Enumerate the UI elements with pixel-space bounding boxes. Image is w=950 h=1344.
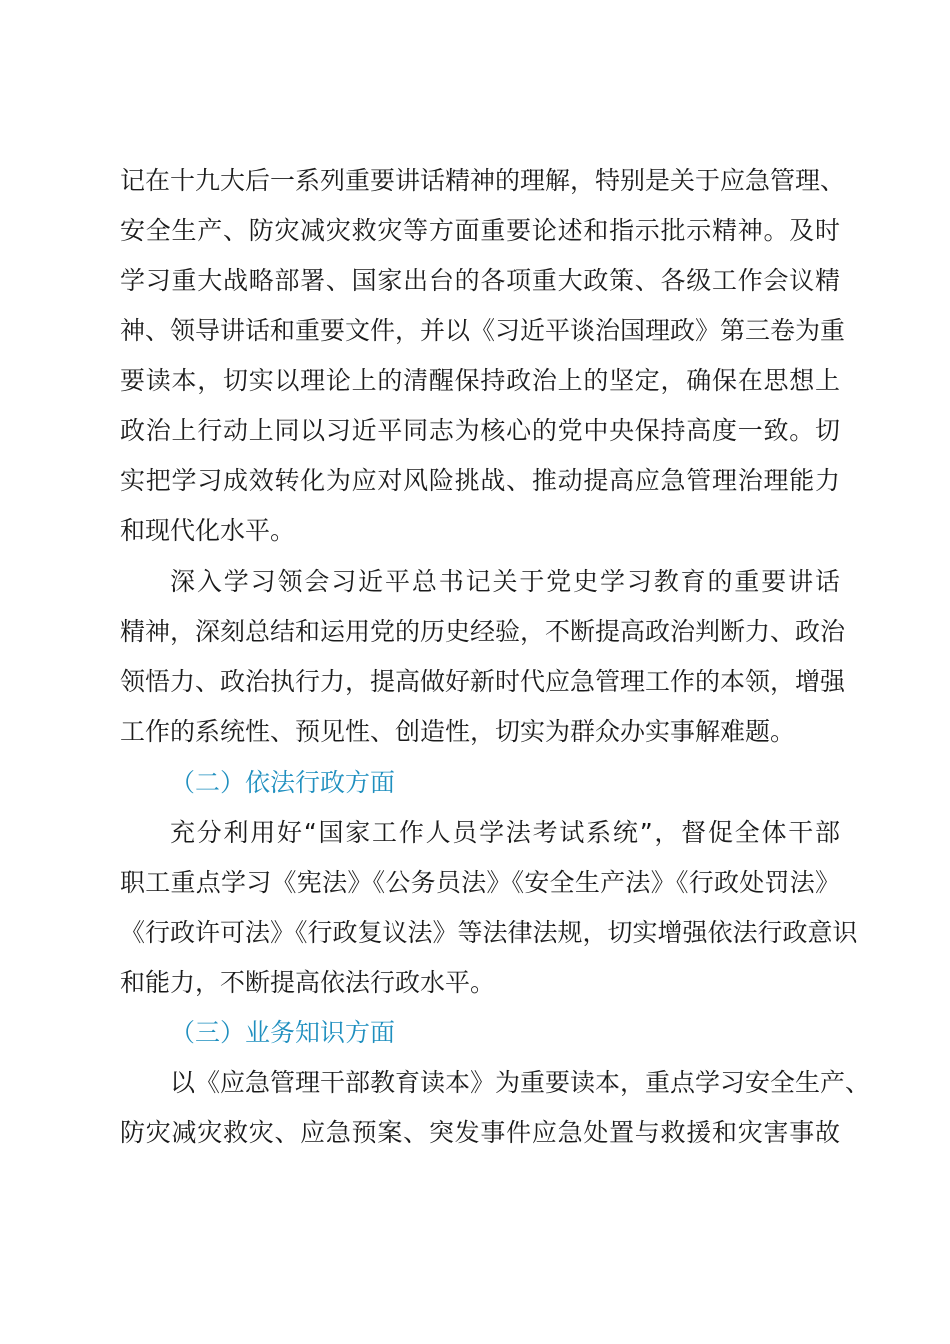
paragraph-line: 领悟力、政治执行力，提高做好新时代应急管理工作的本领，增强 bbox=[120, 667, 846, 696]
paragraph-line: 和现代化水平。 bbox=[120, 516, 296, 545]
paragraph-line: 学习重大战略部署、国家出台的各项重大政策、各级工作会议精 bbox=[120, 266, 840, 295]
paragraph-line: 防灾减灾救灾、应急预案、突发事件应急处置与救援和灾害事故 bbox=[120, 1118, 840, 1147]
paragraph-line: 安全生产、防灾减灾救灾等方面重要论述和指示批示精神。及时 bbox=[120, 216, 840, 245]
section-heading: （二）依法行政方面 bbox=[170, 768, 396, 797]
paragraph-line: 工作的系统性、预见性、创造性，切实为群众办实事解难题。 bbox=[120, 717, 796, 746]
paragraph-line: 要读本，切实以理论上的清醒保持政治上的坚定，确保在思想上 bbox=[120, 366, 840, 395]
paragraph-line: 以《应急管理干部教育读本》为重要读本，重点学习安全生产、 bbox=[170, 1068, 871, 1097]
paragraph-line: 政治上行动上同以习近平同志为核心的党中央保持高度一致。切 bbox=[120, 416, 840, 445]
paragraph-line: 《行政许可法》《行政复议法》等法律法规，切实增强依法行政意识 bbox=[120, 918, 858, 947]
section-heading: （三）业务知识方面 bbox=[170, 1018, 396, 1047]
paragraph-line: 记在十九大后一系列重要讲话精神的理解，特别是关于应急管理、 bbox=[120, 166, 846, 195]
paragraph-line: 职工重点学习《宪法》《公务员法》《安全生产法》《行政处罚法》 bbox=[120, 868, 840, 897]
paragraph-line: 神、领导讲话和重要文件，并以《习近平谈治国理政》第三卷为重 bbox=[120, 316, 846, 345]
paragraph-line: 精神，深刻总结和运用党的历史经验，不断提高政治判断力、政治 bbox=[120, 617, 846, 646]
paragraph-line: 充分利用好“国家工作人员学法考试系统”，督促全体干部 bbox=[170, 818, 840, 847]
paragraph-line: 实把学习成效转化为应对风险挑战、推动提高应急管理治理能力 bbox=[120, 466, 840, 495]
paragraph-line: 深入学习领会习近平总书记关于党史学习教育的重要讲话 bbox=[170, 567, 840, 596]
paragraph-line: 和能力，不断提高依法行政水平。 bbox=[120, 968, 496, 997]
